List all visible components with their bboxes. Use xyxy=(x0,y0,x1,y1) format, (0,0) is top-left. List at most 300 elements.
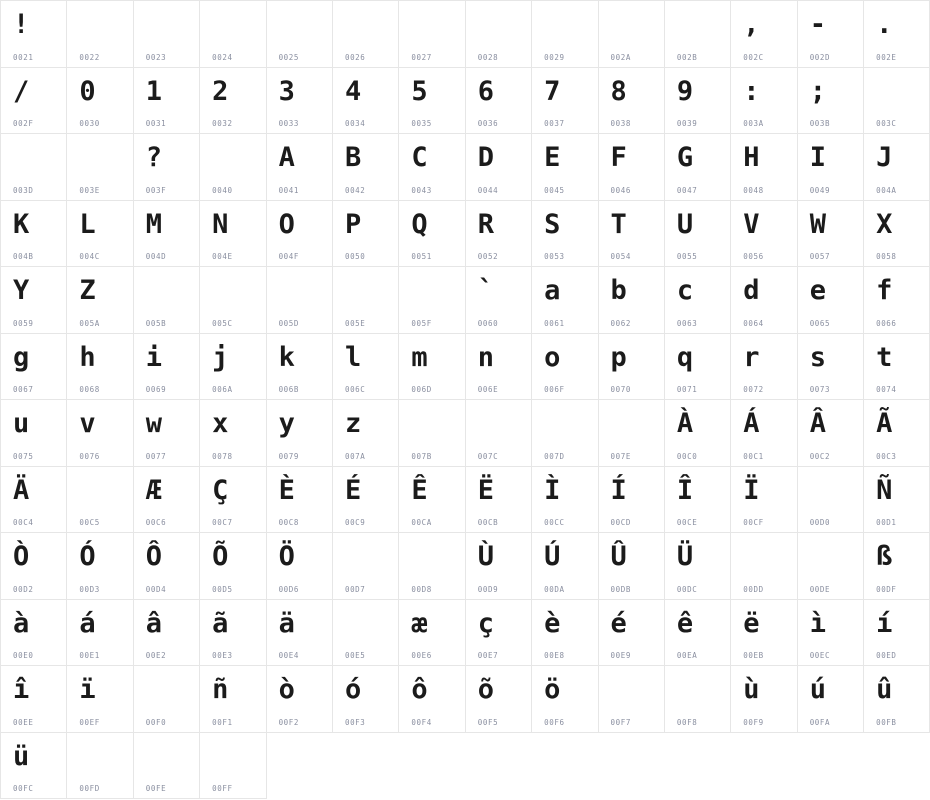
glyph-cell[interactable] xyxy=(466,334,532,401)
glyph-codepoint-label: 002B xyxy=(676,52,698,62)
glyph-cell[interactable] xyxy=(267,666,333,733)
glyph-cell[interactable] xyxy=(864,68,930,135)
glyph-codepoint-label: 00C6 xyxy=(145,518,167,527)
glyph-codepoint-label: 007A xyxy=(344,451,366,461)
glyph-cell[interactable] xyxy=(200,733,266,800)
glyph-character xyxy=(134,5,199,45)
glyph-cell[interactable] xyxy=(798,400,864,467)
glyph-character: Ã xyxy=(876,408,893,439)
glyph-codepoint-label: 00C2 xyxy=(809,451,831,461)
glyph-character: Ä xyxy=(13,474,30,506)
glyph-character: ü xyxy=(13,740,30,772)
glyph-cell[interactable] xyxy=(665,600,731,667)
glyph-character: Ö xyxy=(278,541,295,572)
glyph-codepoint-label: 00D7 xyxy=(344,584,366,594)
glyph-codepoint-label: 00D9 xyxy=(477,584,499,594)
glyph-character xyxy=(399,537,464,577)
glyph-codepoint-label: 0034 xyxy=(344,119,366,128)
glyph-cell[interactable] xyxy=(665,533,731,600)
glyph-codepoint-label: 00CA xyxy=(411,518,432,527)
glyph-cell[interactable] xyxy=(1,68,67,135)
glyph-cell[interactable] xyxy=(267,1,333,68)
glyph-codepoint-label: 0055 xyxy=(676,252,698,261)
glyph-cell[interactable] xyxy=(134,267,200,334)
glyph-codepoint-label: 006A xyxy=(212,385,233,394)
glyph-cell[interactable] xyxy=(67,533,133,600)
glyph-cell[interactable] xyxy=(532,600,598,667)
glyph-character: l xyxy=(344,341,362,373)
glyph-cell[interactable] xyxy=(1,201,67,268)
glyph-codepoint-label: 00D8 xyxy=(411,584,432,594)
glyph-codepoint-label: 005C xyxy=(212,318,233,328)
glyph-codepoint-label: 0041 xyxy=(278,185,300,195)
glyph-codepoint-label: 00E0 xyxy=(13,651,34,660)
glyph-codepoint-label: 00C4 xyxy=(13,518,34,527)
glyph-cell[interactable] xyxy=(200,400,266,467)
glyph-cell[interactable] xyxy=(599,1,665,68)
glyph-character: É xyxy=(344,474,362,506)
glyph-cell[interactable] xyxy=(333,600,399,667)
glyph-character: Q xyxy=(411,208,428,240)
glyph-cell[interactable] xyxy=(67,666,133,733)
glyph-cell[interactable] xyxy=(665,467,731,534)
glyph-cell[interactable] xyxy=(67,600,133,667)
glyph-cell[interactable] xyxy=(864,201,930,268)
glyph-cell[interactable] xyxy=(399,467,465,534)
glyph-codepoint-label: 00E3 xyxy=(212,651,233,660)
glyph-cell[interactable] xyxy=(798,68,864,135)
glyph-cell[interactable] xyxy=(200,201,266,268)
glyph-cell[interactable] xyxy=(1,267,67,334)
glyph-cell[interactable] xyxy=(731,533,797,600)
glyph-cell[interactable] xyxy=(532,334,598,401)
glyph-codepoint-label: 0024 xyxy=(212,52,233,62)
glyph-codepoint-label: 00C1 xyxy=(743,451,764,461)
glyph-character xyxy=(333,537,398,577)
glyph-codepoint-label: 002E xyxy=(876,52,897,62)
glyph-cell[interactable] xyxy=(731,666,797,733)
glyph-codepoint-label: 0072 xyxy=(743,385,764,394)
glyph-cell[interactable] xyxy=(665,1,731,68)
glyph-codepoint-label: 0074 xyxy=(876,385,897,394)
glyph-cell[interactable] xyxy=(1,400,67,467)
glyph-cell[interactable] xyxy=(1,334,67,401)
glyph-character: Æ xyxy=(145,474,163,506)
glyph-cell[interactable] xyxy=(200,600,266,667)
glyph-character: 0 xyxy=(79,75,96,107)
glyph-cell[interactable] xyxy=(665,400,731,467)
glyph-character: û xyxy=(876,674,893,705)
glyph-character: , xyxy=(743,9,760,40)
glyph-cell[interactable] xyxy=(731,201,797,268)
glyph-cell[interactable] xyxy=(466,201,532,268)
glyph-cell[interactable] xyxy=(1,600,67,667)
glyph-cell[interactable] xyxy=(200,467,266,534)
glyph-cell[interactable] xyxy=(333,134,399,201)
glyph-cell[interactable] xyxy=(665,68,731,135)
glyph-cell[interactable] xyxy=(67,201,133,268)
glyph-character xyxy=(532,404,597,444)
glyph-cell[interactable] xyxy=(532,1,598,68)
glyph-cell[interactable] xyxy=(466,1,532,68)
glyph-cell[interactable] xyxy=(200,134,266,201)
glyph-cell[interactable] xyxy=(267,400,333,467)
glyph-cell[interactable] xyxy=(731,467,797,534)
glyph-cell[interactable] xyxy=(599,400,665,467)
glyph-cell[interactable] xyxy=(466,267,532,334)
glyph-cell[interactable] xyxy=(665,334,731,401)
glyph-cell[interactable] xyxy=(200,267,266,334)
glyph-character: / xyxy=(13,75,30,107)
glyph-character: Â xyxy=(809,408,826,439)
glyph-cell[interactable] xyxy=(466,134,532,201)
glyph-cell[interactable] xyxy=(67,134,133,201)
glyph-cell[interactable] xyxy=(67,267,133,334)
glyph-character: d xyxy=(743,275,760,306)
glyph-character: ì xyxy=(809,607,826,639)
glyph-codepoint-label: 00DF xyxy=(876,584,897,594)
glyph-cell[interactable] xyxy=(599,134,665,201)
glyph-codepoint-label: 0046 xyxy=(610,185,631,195)
glyph-cell[interactable] xyxy=(864,267,930,334)
glyph-cell[interactable] xyxy=(200,666,266,733)
glyph-character: ö xyxy=(544,674,561,705)
glyph-cell[interactable] xyxy=(599,533,665,600)
glyph-character: à xyxy=(13,607,30,639)
glyph-cell[interactable] xyxy=(67,68,133,135)
glyph-character: Ñ xyxy=(876,474,893,506)
glyph-cell[interactable] xyxy=(134,1,200,68)
glyph-character: 7 xyxy=(544,75,561,107)
glyph-cell[interactable] xyxy=(731,334,797,401)
glyph-cell[interactable] xyxy=(200,1,266,68)
glyph-codepoint-label: 0064 xyxy=(743,318,764,328)
glyph-cell[interactable] xyxy=(399,134,465,201)
glyph-character: 4 xyxy=(344,75,362,107)
glyph-character: T xyxy=(610,208,627,240)
glyph-cell[interactable] xyxy=(267,533,333,600)
glyph-character: 5 xyxy=(411,75,428,107)
glyph-cell[interactable] xyxy=(267,334,333,401)
glyph-cell[interactable] xyxy=(798,201,864,268)
glyph-cell[interactable] xyxy=(67,733,133,800)
glyph-cell[interactable] xyxy=(134,666,200,733)
glyph-cell[interactable] xyxy=(134,201,200,268)
glyph-codepoint-label: 005F xyxy=(411,318,432,328)
glyph-cell[interactable] xyxy=(1,733,67,800)
glyph-cell[interactable] xyxy=(798,267,864,334)
glyph-character xyxy=(399,271,464,311)
glyph-cell[interactable] xyxy=(466,400,532,467)
glyph-character xyxy=(731,537,796,577)
glyph-cell[interactable] xyxy=(731,267,797,334)
glyph-character: ! xyxy=(13,9,30,40)
glyph-codepoint-label: 00D3 xyxy=(79,584,100,594)
glyph-cell[interactable] xyxy=(864,467,930,534)
glyph-cell[interactable] xyxy=(599,334,665,401)
glyph-cell[interactable] xyxy=(1,134,67,201)
glyph-cell[interactable] xyxy=(665,134,731,201)
glyph-cell[interactable] xyxy=(267,134,333,201)
glyph-cell[interactable] xyxy=(134,467,200,534)
glyph-codepoint-label: 002F xyxy=(13,119,34,128)
glyph-cell[interactable] xyxy=(200,334,266,401)
glyph-cell[interactable] xyxy=(134,533,200,600)
glyph-cell[interactable] xyxy=(134,733,200,800)
glyph-codepoint-label: 00FC xyxy=(13,784,34,793)
glyph-character: g xyxy=(13,341,30,373)
glyph-codepoint-label: 0066 xyxy=(876,318,897,328)
glyph-cell[interactable] xyxy=(134,334,200,401)
glyph-codepoint-label: 0056 xyxy=(743,252,764,261)
glyph-character: î xyxy=(13,674,30,705)
glyph-character xyxy=(798,471,863,511)
glyph-cell[interactable] xyxy=(466,600,532,667)
glyph-cell[interactable] xyxy=(1,533,67,600)
glyph-codepoint-label: 0027 xyxy=(411,52,432,62)
glyph-cell[interactable] xyxy=(798,467,864,534)
glyph-cell[interactable] xyxy=(599,666,665,733)
glyph-codepoint-label: 0028 xyxy=(477,52,499,62)
glyph-cell[interactable] xyxy=(864,400,930,467)
glyph-character: - xyxy=(809,9,826,40)
glyph-cell[interactable] xyxy=(466,666,532,733)
glyph-cell[interactable] xyxy=(599,201,665,268)
glyph-cell[interactable] xyxy=(532,201,598,268)
glyph-codepoint-label: 0078 xyxy=(212,451,233,461)
glyph-character: È xyxy=(278,474,295,506)
glyph-codepoint-label: 003B xyxy=(809,119,831,128)
glyph-cell[interactable] xyxy=(532,467,598,534)
glyph-cell[interactable] xyxy=(599,467,665,534)
glyph-cell[interactable] xyxy=(67,467,133,534)
glyph-character: r xyxy=(743,341,760,373)
glyph-codepoint-label: 0033 xyxy=(278,119,300,128)
glyph-cell[interactable] xyxy=(466,68,532,135)
glyph-codepoint-label: 0057 xyxy=(809,252,831,261)
glyph-codepoint-label: 0021 xyxy=(13,52,34,62)
glyph-cell[interactable] xyxy=(798,134,864,201)
glyph-character: ù xyxy=(743,674,760,705)
glyph-character: Ì xyxy=(544,474,561,506)
glyph-cell[interactable] xyxy=(798,334,864,401)
glyph-character: H xyxy=(743,142,760,173)
glyph-codepoint-label: 007D xyxy=(544,451,565,461)
glyph-character xyxy=(466,5,531,45)
glyph-cell[interactable] xyxy=(333,201,399,268)
glyph-character: á xyxy=(79,607,96,639)
glyph-cell[interactable] xyxy=(1,467,67,534)
glyph-cell[interactable] xyxy=(399,267,465,334)
glyph-cell[interactable] xyxy=(333,267,399,334)
glyph-character: . xyxy=(876,9,893,40)
glyph-character: ñ xyxy=(212,674,229,705)
glyph-cell[interactable] xyxy=(665,267,731,334)
glyph-cell[interactable] xyxy=(532,533,598,600)
glyph-cell[interactable] xyxy=(532,134,598,201)
glyph-cell[interactable] xyxy=(333,467,399,534)
glyph-codepoint-label: 00D5 xyxy=(212,584,233,594)
glyph-cell[interactable] xyxy=(333,533,399,600)
glyph-character xyxy=(134,271,199,311)
glyph-codepoint-label: 0073 xyxy=(809,385,831,394)
glyph-codepoint-label: 0061 xyxy=(544,318,565,328)
glyph-cell[interactable] xyxy=(399,1,465,68)
glyph-codepoint-label: 0023 xyxy=(145,52,167,62)
glyph-codepoint-label: 00E5 xyxy=(344,651,366,660)
glyph-codepoint-label: 00DE xyxy=(809,584,831,594)
glyph-cell[interactable] xyxy=(466,467,532,534)
glyph-cell[interactable] xyxy=(267,68,333,135)
glyph-cell[interactable] xyxy=(665,201,731,268)
glyph-cell[interactable] xyxy=(731,1,797,68)
glyph-cell[interactable] xyxy=(333,334,399,401)
glyph-character: Ï xyxy=(743,474,760,506)
glyph-codepoint-label: 005E xyxy=(344,318,366,328)
glyph-character: 8 xyxy=(610,75,627,107)
glyph-codepoint-label: 0079 xyxy=(278,451,300,461)
glyph-character: L xyxy=(79,208,96,240)
glyph-cell[interactable] xyxy=(67,334,133,401)
glyph-codepoint-label: 004C xyxy=(79,252,100,261)
glyph-cell[interactable] xyxy=(399,666,465,733)
glyph-cell[interactable] xyxy=(399,400,465,467)
glyph-cell[interactable] xyxy=(599,267,665,334)
glyph-cell[interactable] xyxy=(333,68,399,135)
glyph-cell[interactable] xyxy=(798,1,864,68)
glyph-codepoint-label: 003C xyxy=(876,119,897,128)
glyph-codepoint-label: 00EF xyxy=(79,717,100,727)
glyph-cell[interactable] xyxy=(333,400,399,467)
glyph-cell[interactable] xyxy=(731,68,797,135)
glyph-character: Î xyxy=(676,474,694,506)
glyph-character: u xyxy=(13,408,30,439)
glyph-character xyxy=(67,471,132,511)
glyph-cell[interactable] xyxy=(67,1,133,68)
glyph-cell[interactable] xyxy=(333,666,399,733)
glyph-cell[interactable] xyxy=(665,666,731,733)
glyph-codepoint-label: 00E4 xyxy=(278,651,300,660)
glyph-codepoint-label: 0051 xyxy=(411,252,432,261)
glyph-codepoint-label: 0040 xyxy=(212,185,233,195)
glyph-codepoint-label: 00EB xyxy=(743,651,764,660)
glyph-character xyxy=(1,138,66,178)
glyph-codepoint-label: 00CD xyxy=(610,518,631,527)
glyph-cell[interactable] xyxy=(134,600,200,667)
glyph-character: ä xyxy=(278,607,295,639)
glyph-character: ß xyxy=(876,541,893,572)
glyph-cell[interactable] xyxy=(134,68,200,135)
glyph-cell[interactable] xyxy=(200,533,266,600)
glyph-cell[interactable] xyxy=(731,600,797,667)
glyph-codepoint-label: 00DA xyxy=(544,584,565,594)
glyph-codepoint-label: 00CC xyxy=(544,518,565,527)
glyph-codepoint-label: 002C xyxy=(743,52,764,62)
glyph-cell[interactable] xyxy=(864,533,930,600)
glyph-cell[interactable] xyxy=(466,533,532,600)
glyph-codepoint-label: 0070 xyxy=(610,385,631,394)
glyph-cell[interactable] xyxy=(864,600,930,667)
glyph-codepoint-label: 00CF xyxy=(743,518,764,527)
glyph-cell[interactable] xyxy=(333,1,399,68)
glyph-cell[interactable] xyxy=(399,334,465,401)
glyph-cell[interactable] xyxy=(532,400,598,467)
glyph-cell[interactable] xyxy=(532,68,598,135)
glyph-codepoint-label: 0053 xyxy=(544,252,565,261)
glyph-cell[interactable] xyxy=(864,666,930,733)
glyph-codepoint-label: 00E1 xyxy=(79,651,100,660)
glyph-cell[interactable] xyxy=(798,600,864,667)
glyph-codepoint-label: 004E xyxy=(212,252,233,261)
glyph-cell[interactable] xyxy=(532,666,598,733)
glyph-codepoint-label: 0042 xyxy=(344,185,366,195)
glyph-codepoint-label: 0059 xyxy=(13,318,34,328)
glyph-cell[interactable] xyxy=(399,600,465,667)
glyph-cell[interactable] xyxy=(599,600,665,667)
glyph-character: ú xyxy=(809,674,826,705)
glyph-character: Ë xyxy=(477,474,494,506)
glyph-cell[interactable] xyxy=(399,201,465,268)
glyph-cell[interactable] xyxy=(864,1,930,68)
glyph-character xyxy=(333,271,398,311)
glyph-codepoint-label: 006D xyxy=(411,385,432,394)
glyph-cell[interactable] xyxy=(1,1,67,68)
glyph-cell[interactable] xyxy=(200,68,266,135)
glyph-cell[interactable] xyxy=(864,134,930,201)
glyph-cell[interactable] xyxy=(399,68,465,135)
glyph-character: F xyxy=(610,142,627,173)
glyph-cell[interactable] xyxy=(1,666,67,733)
glyph-character: ç xyxy=(477,607,494,639)
glyph-character: x xyxy=(212,408,229,439)
glyph-cell[interactable] xyxy=(67,400,133,467)
glyph-codepoint-label: 0030 xyxy=(79,119,100,128)
glyph-cell[interactable] xyxy=(798,666,864,733)
glyph-codepoint-label: 004D xyxy=(145,252,167,261)
glyph-character: Õ xyxy=(212,541,229,572)
glyph-codepoint-label: 00FA xyxy=(809,717,831,727)
glyph-cell[interactable] xyxy=(134,134,200,201)
glyph-codepoint-label: 005B xyxy=(145,318,167,328)
glyph-character xyxy=(134,737,199,777)
glyph-cell[interactable] xyxy=(267,201,333,268)
glyph-codepoint-label: 00C3 xyxy=(876,451,897,461)
glyph-cell[interactable] xyxy=(864,334,930,401)
glyph-codepoint-label: 002A xyxy=(610,52,631,62)
glyph-character: : xyxy=(743,75,760,107)
glyph-codepoint-label: 0068 xyxy=(79,385,100,394)
glyph-cell[interactable] xyxy=(798,533,864,600)
glyph-cell[interactable] xyxy=(731,134,797,201)
glyph-character: c xyxy=(676,275,694,306)
glyph-character xyxy=(267,5,332,45)
glyph-cell[interactable] xyxy=(267,467,333,534)
glyph-character: ` xyxy=(477,275,494,306)
glyph-cell[interactable] xyxy=(532,267,598,334)
glyph-character: a xyxy=(544,275,561,306)
glyph-cell[interactable] xyxy=(267,267,333,334)
glyph-cell[interactable] xyxy=(399,533,465,600)
glyph-codepoint-label: 00D6 xyxy=(278,584,300,594)
glyph-character: ã xyxy=(212,607,229,639)
glyph-cell[interactable] xyxy=(599,68,665,135)
glyph-cell[interactable] xyxy=(267,600,333,667)
glyph-cell[interactable] xyxy=(134,400,200,467)
glyph-cell[interactable] xyxy=(731,400,797,467)
glyph-codepoint-label: 002D xyxy=(809,52,831,62)
glyph-character: ë xyxy=(743,607,760,639)
glyph-codepoint-label: 0029 xyxy=(544,52,565,62)
